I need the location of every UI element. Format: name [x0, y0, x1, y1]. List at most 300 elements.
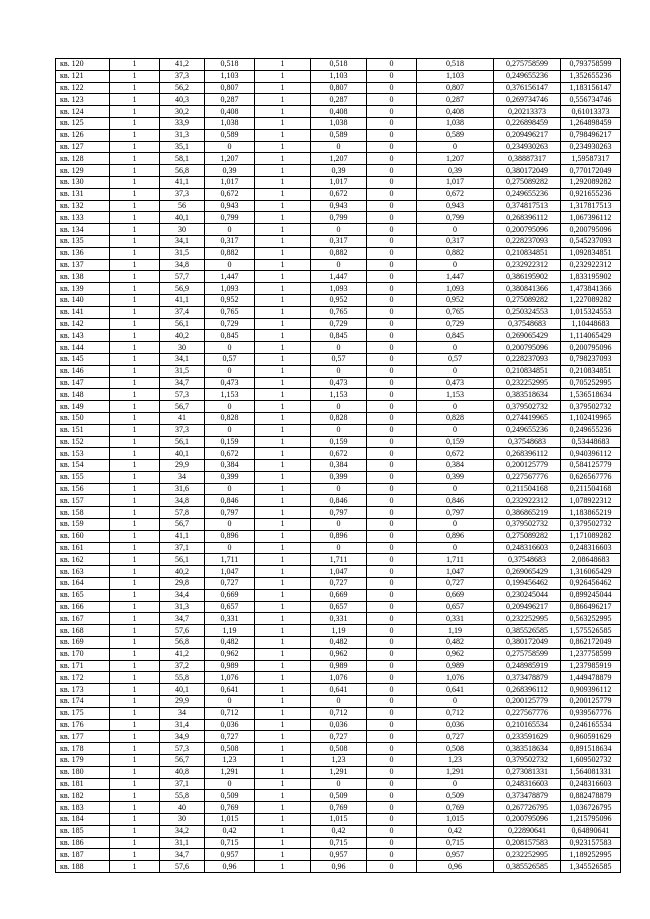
cell-value-d: 0,508 — [417, 743, 494, 755]
cell-value-c: 0 — [367, 495, 417, 507]
cell-value-a: 0,317 — [205, 235, 255, 247]
cell-share: 0,200125779 — [494, 460, 561, 472]
cell-area: 34,7 — [160, 613, 205, 625]
cell-value-d: 0,669 — [417, 589, 494, 601]
cell-coef: 1 — [255, 247, 311, 259]
table-row — [56, 212, 621, 224]
cell-value-c: 0 — [367, 672, 417, 684]
table-row — [56, 719, 621, 731]
cell-apartment: кв. 128 — [56, 153, 110, 165]
cell-value-c: 0 — [367, 554, 417, 566]
cell-coef: 1 — [255, 59, 311, 71]
cell-area: 30,2 — [160, 106, 205, 118]
cell-value-a: 0 — [205, 342, 255, 354]
cell-value-a: 0,712 — [205, 707, 255, 719]
cell-total: 0,200125779 — [561, 696, 621, 708]
cell-value-a: 0,957 — [205, 849, 255, 861]
cell-share: 0,373478879 — [494, 672, 561, 684]
cell-total: 0,909396112 — [561, 684, 621, 696]
cell-share: 0,275089282 — [494, 176, 561, 188]
cell-total: 1,078922312 — [561, 495, 621, 507]
cell-coef: 1 — [255, 495, 311, 507]
cell-area: 56,7 — [160, 401, 205, 413]
cell-value-b: 0 — [311, 519, 367, 531]
cell-total: 0,234930263 — [561, 141, 621, 153]
cell-value-d: 0,799 — [417, 212, 494, 224]
cell-value-b: 0,482 — [311, 637, 367, 649]
cell-value-a: 0,672 — [205, 188, 255, 200]
cell-total: 1,564081331 — [561, 766, 621, 778]
cell-apartment: кв. 125 — [56, 117, 110, 129]
cell-value-b: 1,017 — [311, 176, 367, 188]
cell-value-b: 1,23 — [311, 755, 367, 767]
cell-value-c: 0 — [367, 743, 417, 755]
cell-value-d: 1,153 — [417, 389, 494, 401]
cell-area: 30 — [160, 342, 205, 354]
cell-value-b: 1,447 — [311, 271, 367, 283]
table-row — [56, 495, 621, 507]
cell-count: 1 — [110, 684, 160, 696]
cell-value-c: 0 — [367, 707, 417, 719]
cell-value-a: 0,962 — [205, 648, 255, 660]
cell-apartment: кв. 177 — [56, 731, 110, 743]
cell-apartment: кв. 151 — [56, 424, 110, 436]
cell-share: 0,385526585 — [494, 625, 561, 637]
cell-count: 1 — [110, 672, 160, 684]
table-row — [56, 460, 621, 472]
cell-area: 34 — [160, 707, 205, 719]
table-row — [56, 70, 621, 82]
cell-apartment: кв. 170 — [56, 648, 110, 660]
cell-share: 0,275089282 — [494, 530, 561, 542]
cell-coef: 1 — [255, 377, 311, 389]
table-row — [56, 802, 621, 814]
cell-apartment: кв. 182 — [56, 790, 110, 802]
cell-total: 1,036726795 — [561, 802, 621, 814]
cell-area: 57,6 — [160, 861, 205, 873]
cell-area: 29,9 — [160, 460, 205, 472]
cell-value-a: 1,447 — [205, 271, 255, 283]
cell-count: 1 — [110, 601, 160, 613]
cell-count: 1 — [110, 259, 160, 271]
cell-area: 56,7 — [160, 519, 205, 531]
cell-value-a: 1,076 — [205, 672, 255, 684]
cell-value-d: 0,518 — [417, 59, 494, 71]
cell-apartment: кв. 148 — [56, 389, 110, 401]
cell-value-c: 0 — [367, 483, 417, 495]
cell-share: 0,20213373 — [494, 106, 561, 118]
cell-apartment: кв. 162 — [56, 554, 110, 566]
cell-area: 37,2 — [160, 660, 205, 672]
cell-total: 1,237985919 — [561, 660, 621, 672]
cell-area: 31,4 — [160, 719, 205, 731]
cell-area: 31,3 — [160, 129, 205, 141]
cell-value-b: 0,672 — [311, 448, 367, 460]
cell-apartment: кв. 155 — [56, 471, 110, 483]
cell-value-d: 0,715 — [417, 837, 494, 849]
cell-total: 1,183865219 — [561, 507, 621, 519]
cell-total: 0,379502732 — [561, 519, 621, 531]
table-row — [56, 625, 621, 637]
table-row — [56, 766, 621, 778]
cell-value-d: 1,017 — [417, 176, 494, 188]
cell-apartment: кв. 158 — [56, 507, 110, 519]
cell-value-d: 0,036 — [417, 719, 494, 731]
cell-value-c: 0 — [367, 401, 417, 413]
cell-coef: 1 — [255, 342, 311, 354]
table-row — [56, 483, 621, 495]
cell-coef: 1 — [255, 176, 311, 188]
cell-coef: 1 — [255, 200, 311, 212]
cell-total: 0,379502732 — [561, 401, 621, 413]
cell-value-b: 1,076 — [311, 672, 367, 684]
cell-total: 1,215795096 — [561, 814, 621, 826]
cell-value-b: 0,962 — [311, 648, 367, 660]
cell-coef: 1 — [255, 330, 311, 342]
cell-count: 1 — [110, 271, 160, 283]
cell-value-a: 0,287 — [205, 94, 255, 106]
cell-count: 1 — [110, 530, 160, 542]
cell-apartment: кв. 135 — [56, 235, 110, 247]
table-row — [56, 247, 621, 259]
cell-value-b: 0,989 — [311, 660, 367, 672]
cell-value-b: 0,769 — [311, 802, 367, 814]
cell-area: 55,8 — [160, 790, 205, 802]
cell-apartment: кв. 181 — [56, 778, 110, 790]
cell-value-a: 0,729 — [205, 318, 255, 330]
cell-apartment: кв. 138 — [56, 271, 110, 283]
table-row — [56, 519, 621, 531]
cell-value-d: 0,96 — [417, 861, 494, 873]
cell-count: 1 — [110, 330, 160, 342]
cell-value-b: 0,715 — [311, 837, 367, 849]
cell-value-c: 0 — [367, 542, 417, 554]
cell-share: 0,380172049 — [494, 637, 561, 649]
table-row — [56, 389, 621, 401]
cell-area: 57,3 — [160, 389, 205, 401]
cell-total: 0,556734746 — [561, 94, 621, 106]
cell-value-d: 0 — [417, 483, 494, 495]
cell-total: 0,64890641 — [561, 825, 621, 837]
cell-share: 0,200795096 — [494, 814, 561, 826]
cell-value-c: 0 — [367, 448, 417, 460]
cell-apartment: кв. 163 — [56, 566, 110, 578]
cell-area: 30 — [160, 224, 205, 236]
table-row — [56, 200, 621, 212]
cell-share: 0,268396112 — [494, 448, 561, 460]
cell-value-c: 0 — [367, 188, 417, 200]
cell-area: 37,3 — [160, 424, 205, 436]
cell-coef: 1 — [255, 318, 311, 330]
cell-value-c: 0 — [367, 318, 417, 330]
cell-value-d: 0,672 — [417, 188, 494, 200]
cell-total: 0,891518634 — [561, 743, 621, 755]
cell-value-a: 0,727 — [205, 731, 255, 743]
cell-value-c: 0 — [367, 259, 417, 271]
cell-value-d: 0,807 — [417, 82, 494, 94]
table-row — [56, 684, 621, 696]
cell-value-d: 0,727 — [417, 731, 494, 743]
cell-value-a: 0,669 — [205, 589, 255, 601]
cell-coef: 1 — [255, 389, 311, 401]
cell-apartment: кв. 136 — [56, 247, 110, 259]
cell-coef: 1 — [255, 743, 311, 755]
table-row — [56, 106, 621, 118]
table-row — [56, 648, 621, 660]
cell-coef: 1 — [255, 424, 311, 436]
cell-count: 1 — [110, 448, 160, 460]
cell-coef: 1 — [255, 141, 311, 153]
cell-apartment: кв. 153 — [56, 448, 110, 460]
cell-value-a: 0 — [205, 424, 255, 436]
cell-area: 40,1 — [160, 684, 205, 696]
cell-value-d: 0,408 — [417, 106, 494, 118]
cell-apartment: кв. 168 — [56, 625, 110, 637]
cell-coef: 1 — [255, 825, 311, 837]
cell-coef: 1 — [255, 613, 311, 625]
cell-share: 0,200795096 — [494, 342, 561, 354]
cell-total: 1,352655236 — [561, 70, 621, 82]
cell-value-a: 0 — [205, 778, 255, 790]
cell-coef: 1 — [255, 849, 311, 861]
cell-total: 1,067396112 — [561, 212, 621, 224]
cell-value-b: 0,331 — [311, 613, 367, 625]
cell-count: 1 — [110, 153, 160, 165]
cell-share: 0,274419965 — [494, 412, 561, 424]
table-row — [56, 235, 621, 247]
cell-area: 40 — [160, 802, 205, 814]
cell-area: 41,2 — [160, 648, 205, 660]
cell-count: 1 — [110, 342, 160, 354]
table-row — [56, 365, 621, 377]
cell-area: 37,3 — [160, 188, 205, 200]
cell-apartment: кв. 144 — [56, 342, 110, 354]
cell-share: 0,380172049 — [494, 165, 561, 177]
cell-total: 0,563252995 — [561, 613, 621, 625]
cell-count: 1 — [110, 578, 160, 590]
cell-value-c: 0 — [367, 507, 417, 519]
cell-total: 0,246165534 — [561, 719, 621, 731]
cell-value-d: 1,103 — [417, 70, 494, 82]
table-row — [56, 412, 621, 424]
cell-share: 0,248316603 — [494, 542, 561, 554]
cell-coef: 1 — [255, 837, 311, 849]
table-row — [56, 318, 621, 330]
cell-share: 0,383518634 — [494, 743, 561, 755]
cell-value-a: 0,518 — [205, 59, 255, 71]
table-row — [56, 59, 621, 71]
cell-value-c: 0 — [367, 306, 417, 318]
cell-count: 1 — [110, 412, 160, 424]
cell-value-b: 0,797 — [311, 507, 367, 519]
cell-area: 56,2 — [160, 82, 205, 94]
cell-share: 0,200125779 — [494, 696, 561, 708]
cell-area: 35,1 — [160, 141, 205, 153]
cell-value-c: 0 — [367, 719, 417, 731]
cell-value-d: 0,672 — [417, 448, 494, 460]
cell-apartment: кв. 149 — [56, 401, 110, 413]
cell-coef: 1 — [255, 188, 311, 200]
cell-value-b: 0 — [311, 778, 367, 790]
cell-apartment: кв. 185 — [56, 825, 110, 837]
table-row — [56, 129, 621, 141]
cell-total: 0,249655236 — [561, 424, 621, 436]
cell-area: 37,1 — [160, 778, 205, 790]
cell-area: 34,2 — [160, 825, 205, 837]
cell-value-d: 1,711 — [417, 554, 494, 566]
cell-apartment: кв. 161 — [56, 542, 110, 554]
cell-coef: 1 — [255, 224, 311, 236]
cell-value-a: 0,672 — [205, 448, 255, 460]
cell-value-a: 0,715 — [205, 837, 255, 849]
cell-value-b: 0 — [311, 401, 367, 413]
cell-area: 58,1 — [160, 153, 205, 165]
cell-value-b: 0,882 — [311, 247, 367, 259]
cell-area: 30 — [160, 814, 205, 826]
cell-area: 31,5 — [160, 365, 205, 377]
table-row — [56, 176, 621, 188]
cell-value-a: 0,508 — [205, 743, 255, 755]
cell-total: 1,171089282 — [561, 530, 621, 542]
table-row — [56, 566, 621, 578]
cell-apartment: кв. 120 — [56, 59, 110, 71]
cell-value-b: 0,42 — [311, 825, 367, 837]
cell-count: 1 — [110, 471, 160, 483]
cell-total: 0,53448683 — [561, 436, 621, 448]
cell-share: 0,37548683 — [494, 318, 561, 330]
cell-area: 37,1 — [160, 542, 205, 554]
cell-area: 56,1 — [160, 436, 205, 448]
cell-value-a: 0,159 — [205, 436, 255, 448]
cell-area: 40,3 — [160, 94, 205, 106]
cell-total: 1,316065429 — [561, 566, 621, 578]
cell-value-d: 0,882 — [417, 247, 494, 259]
cell-value-d: 0,712 — [417, 707, 494, 719]
cell-total: 0,210834851 — [561, 365, 621, 377]
cell-count: 1 — [110, 70, 160, 82]
cell-value-a: 0,96 — [205, 861, 255, 873]
cell-value-d: 0 — [417, 542, 494, 554]
cell-share: 0,249655236 — [494, 188, 561, 200]
cell-value-c: 0 — [367, 766, 417, 778]
cell-coef: 1 — [255, 684, 311, 696]
cell-value-a: 0,473 — [205, 377, 255, 389]
cell-area: 34,8 — [160, 259, 205, 271]
cell-count: 1 — [110, 755, 160, 767]
cell-coef: 1 — [255, 294, 311, 306]
table-row — [56, 82, 621, 94]
cell-share: 0,269065429 — [494, 330, 561, 342]
cell-value-b: 0,727 — [311, 578, 367, 590]
cell-area: 34,1 — [160, 235, 205, 247]
cell-coef: 1 — [255, 259, 311, 271]
cell-apartment: кв. 175 — [56, 707, 110, 719]
cell-value-c: 0 — [367, 117, 417, 129]
cell-value-c: 0 — [367, 530, 417, 542]
cell-value-c: 0 — [367, 153, 417, 165]
cell-value-a: 1,017 — [205, 176, 255, 188]
cell-share: 0,275758599 — [494, 59, 561, 71]
cell-total: 0,798237093 — [561, 353, 621, 365]
cell-apartment: кв. 130 — [56, 176, 110, 188]
cell-value-c: 0 — [367, 294, 417, 306]
cell-value-b: 0,473 — [311, 377, 367, 389]
cell-share: 0,376156147 — [494, 82, 561, 94]
cell-area: 40,2 — [160, 566, 205, 578]
cell-total: 1,292089282 — [561, 176, 621, 188]
cell-value-b: 0,952 — [311, 294, 367, 306]
cell-share: 0,211504168 — [494, 483, 561, 495]
table-row — [56, 613, 621, 625]
cell-total: 0,248316603 — [561, 778, 621, 790]
cell-share: 0,386195902 — [494, 271, 561, 283]
table-row — [56, 578, 621, 590]
table-row — [56, 117, 621, 129]
cell-value-a: 1,093 — [205, 283, 255, 295]
cell-count: 1 — [110, 778, 160, 790]
cell-value-b: 0,657 — [311, 601, 367, 613]
cell-apartment: кв. 179 — [56, 755, 110, 767]
cell-area: 41,1 — [160, 294, 205, 306]
cell-coef: 1 — [255, 542, 311, 554]
cell-value-b: 1,19 — [311, 625, 367, 637]
cell-value-b: 0,399 — [311, 471, 367, 483]
cell-share: 0,248985919 — [494, 660, 561, 672]
cell-value-c: 0 — [367, 436, 417, 448]
cell-total: 1,102419965 — [561, 412, 621, 424]
cell-total: 1,317817513 — [561, 200, 621, 212]
cell-value-a: 1,291 — [205, 766, 255, 778]
cell-count: 1 — [110, 849, 160, 861]
cell-coef: 1 — [255, 283, 311, 295]
cell-area: 31,3 — [160, 601, 205, 613]
cell-value-d: 0,287 — [417, 94, 494, 106]
cell-value-c: 0 — [367, 861, 417, 873]
cell-value-b: 1,047 — [311, 566, 367, 578]
cell-count: 1 — [110, 424, 160, 436]
cell-apartment: кв. 141 — [56, 306, 110, 318]
cell-area: 41,1 — [160, 530, 205, 542]
cell-value-b: 0,39 — [311, 165, 367, 177]
cell-value-a: 0,39 — [205, 165, 255, 177]
cell-value-b: 0,846 — [311, 495, 367, 507]
cell-value-b: 1,015 — [311, 814, 367, 826]
cell-value-c: 0 — [367, 247, 417, 259]
table-row — [56, 342, 621, 354]
cell-value-c: 0 — [367, 731, 417, 743]
cell-count: 1 — [110, 106, 160, 118]
table-row — [56, 401, 621, 413]
cell-value-a: 0,765 — [205, 306, 255, 318]
cell-total: 0,211504168 — [561, 483, 621, 495]
cell-value-b: 0 — [311, 542, 367, 554]
cell-share: 0,230245044 — [494, 589, 561, 601]
cell-apartment: кв. 157 — [56, 495, 110, 507]
cell-value-b: 0,828 — [311, 412, 367, 424]
cell-share: 0,210165534 — [494, 719, 561, 731]
cell-value-d: 0,159 — [417, 436, 494, 448]
cell-value-d: 0,317 — [417, 235, 494, 247]
cell-total: 0,923157583 — [561, 837, 621, 849]
cell-apartment: кв. 171 — [56, 660, 110, 672]
cell-area: 40,1 — [160, 448, 205, 460]
cell-value-a: 0,589 — [205, 129, 255, 141]
cell-share: 0,209496217 — [494, 129, 561, 141]
cell-coef: 1 — [255, 165, 311, 177]
cell-value-c: 0 — [367, 412, 417, 424]
cell-value-c: 0 — [367, 601, 417, 613]
cell-value-a: 0 — [205, 224, 255, 236]
